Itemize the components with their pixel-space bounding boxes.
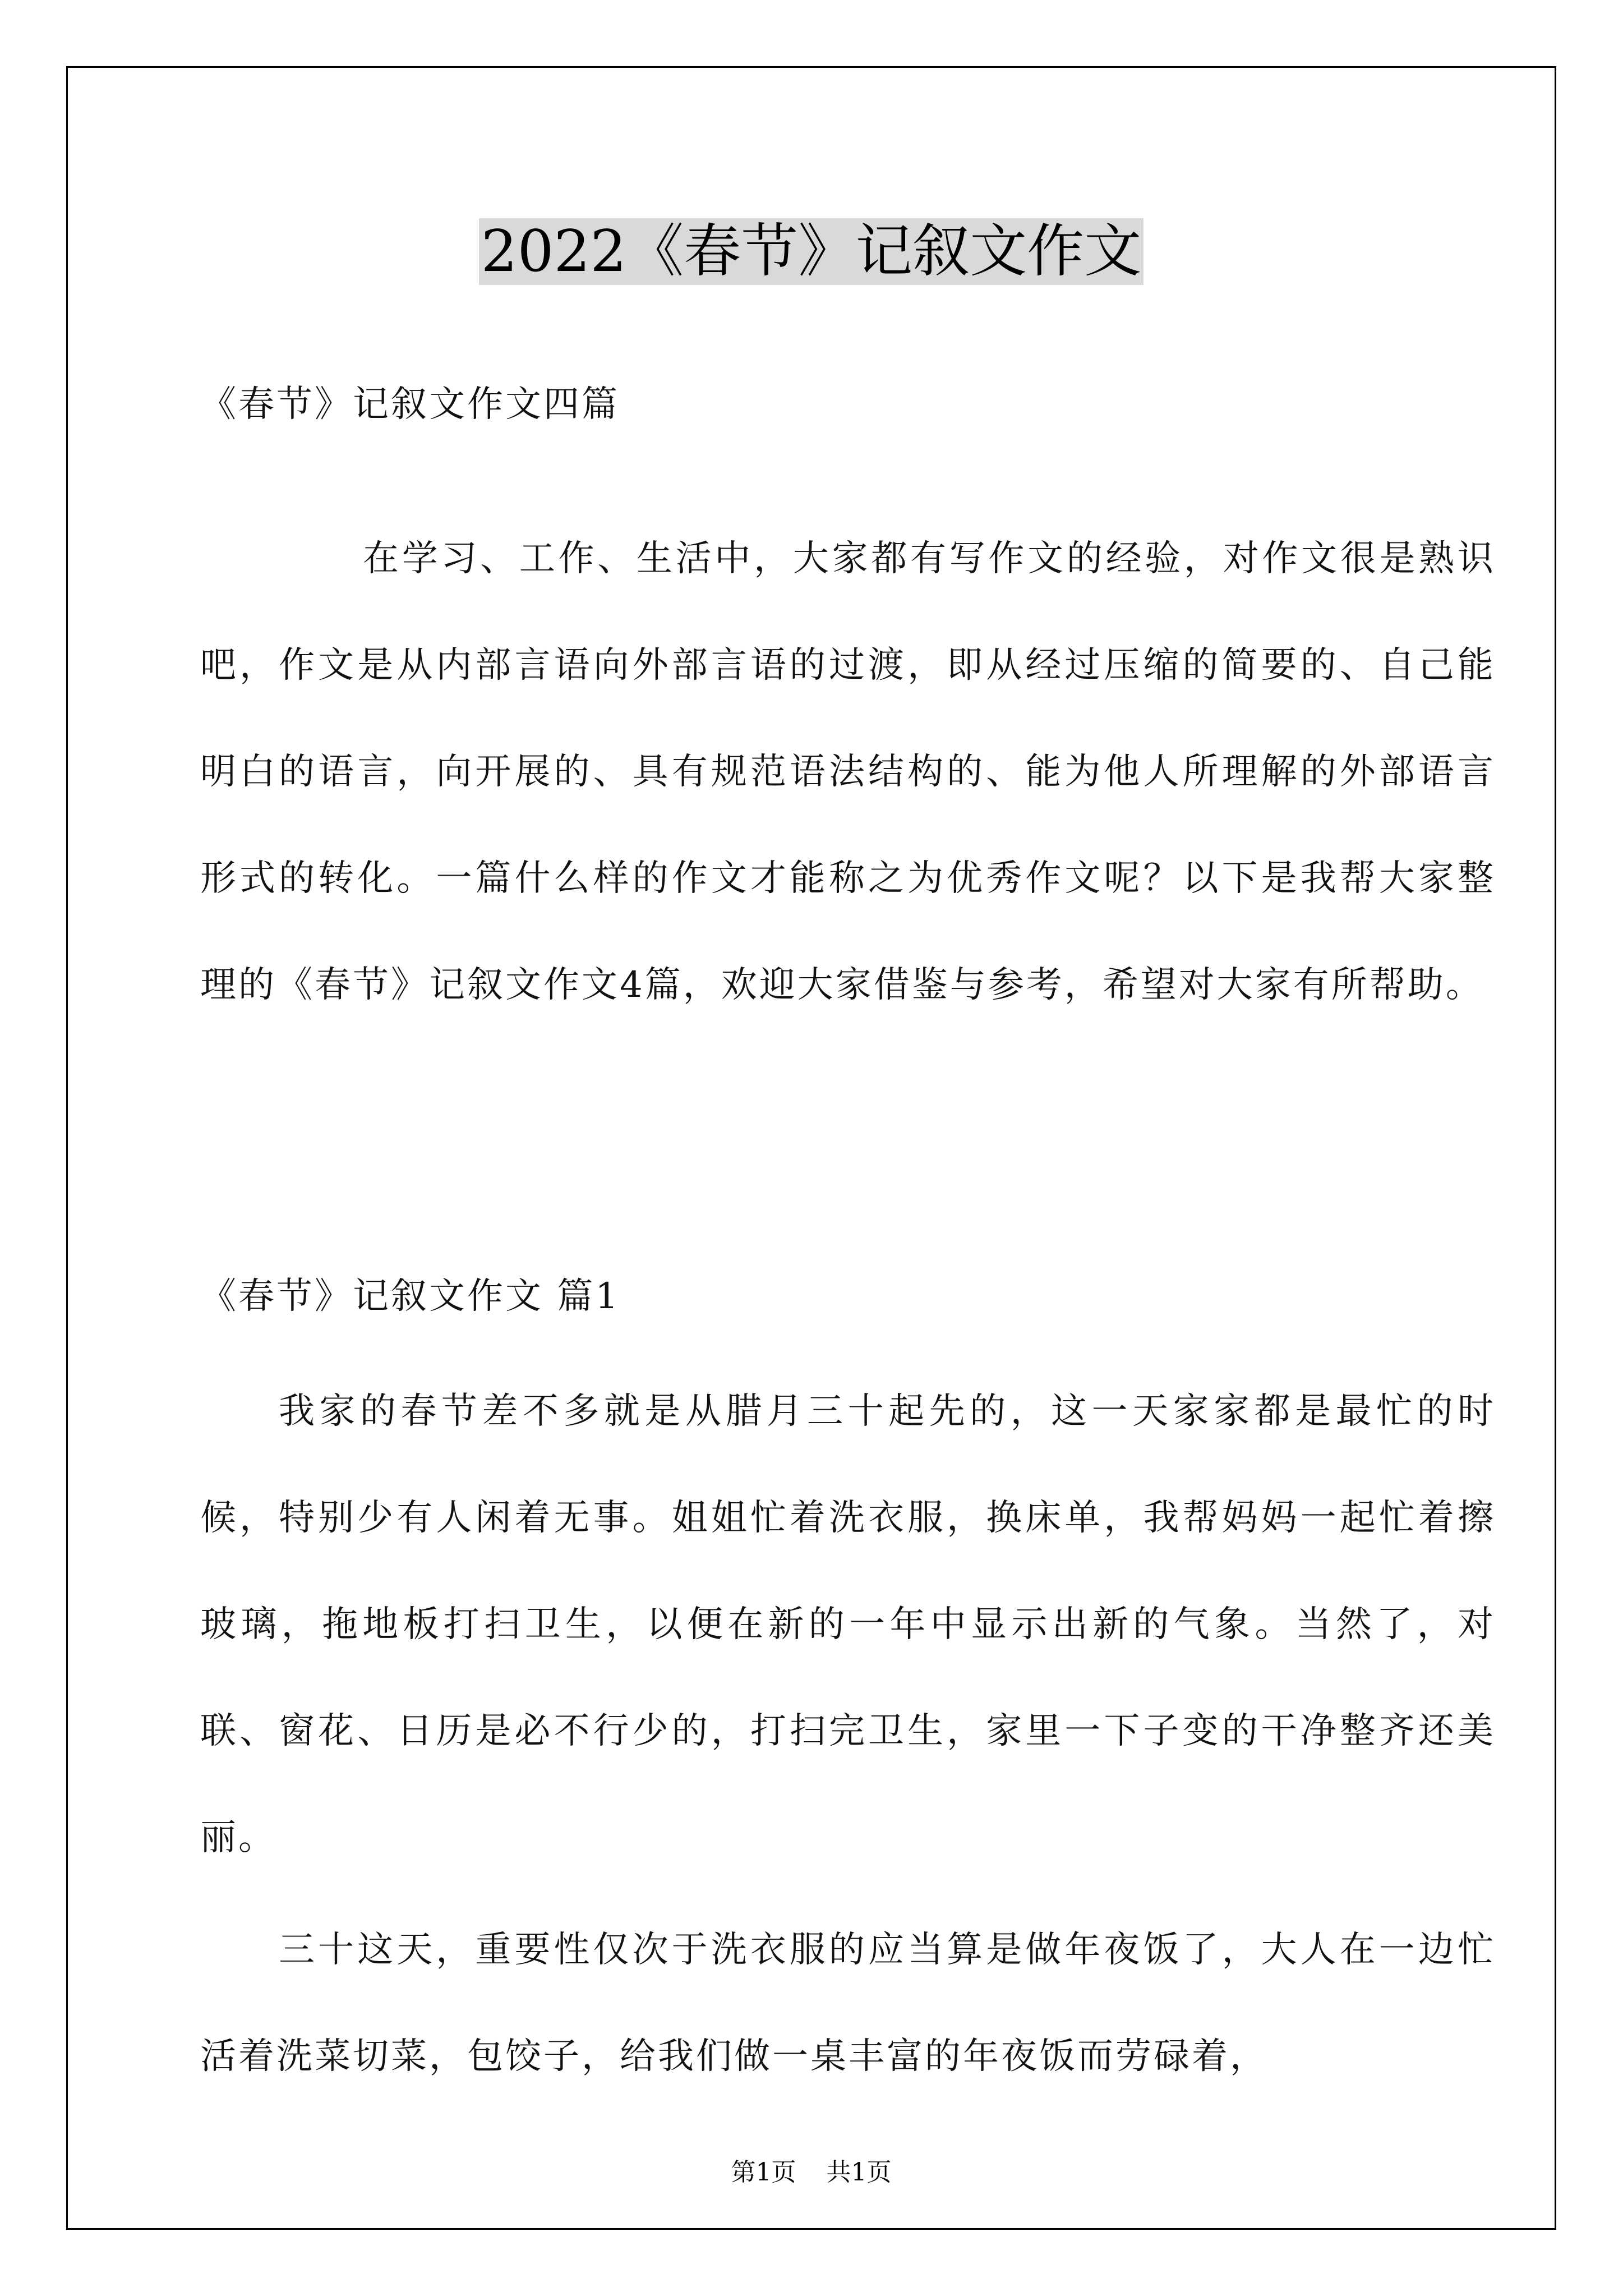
page-total: 共1页: [826, 2158, 892, 2187]
intro-paragraph: 在学习、工作、生活中，大家都有写作文的经验，对作文很是熟识吧，作文是从内部言语向外部言语的过渡，即从经过压缩的简要的、自己能明白的语言，向开展的、具有规范语法结构的、能为他人所理解的外部语言形式的转化。一篇什么样的作文才能称之为优秀作文呢？以下是我帮大家整理的《春节》记叙文作文4篇，欢迎大家借鉴与参考，希望对大家有所帮助。: [200, 538, 1496, 1006]
document-subtitle: 《春节》记叙文作文四篇: [200, 384, 620, 425]
body-paragraph-2: 三十这天，重要性仅次于洗衣服的应当算是做年夜饭了，大人在一边忙活着洗菜切菜，包饺子，给我们做一桌丰富的年夜饭而劳碌着，: [200, 1929, 1496, 2077]
page-footer: [68, 2152, 1555, 2188]
title-text: 2022《春节》记叙文作文: [479, 218, 1144, 285]
document-title: [68, 213, 1555, 291]
page-number: 第1页: [731, 2158, 796, 2187]
document-page: [66, 66, 1556, 2230]
section-title: 《春节》记叙文作文 篇1: [200, 1276, 621, 1317]
body-paragraph-1: 我家的春节差不多就是从腊月三十起先的，这一天家家都是最忙的时候，特别少有人闲着无事。姐姐忙着洗衣服，换床单，我帮妈妈一起忙着擦玻璃，拖地板打扫卫生，以便在新的一年中显示出新的气象。当然了，对联、窗花、日历是必不行少的，打扫完卫生，家里一下子变的干净整齐还美丽。: [200, 1391, 1496, 1858]
